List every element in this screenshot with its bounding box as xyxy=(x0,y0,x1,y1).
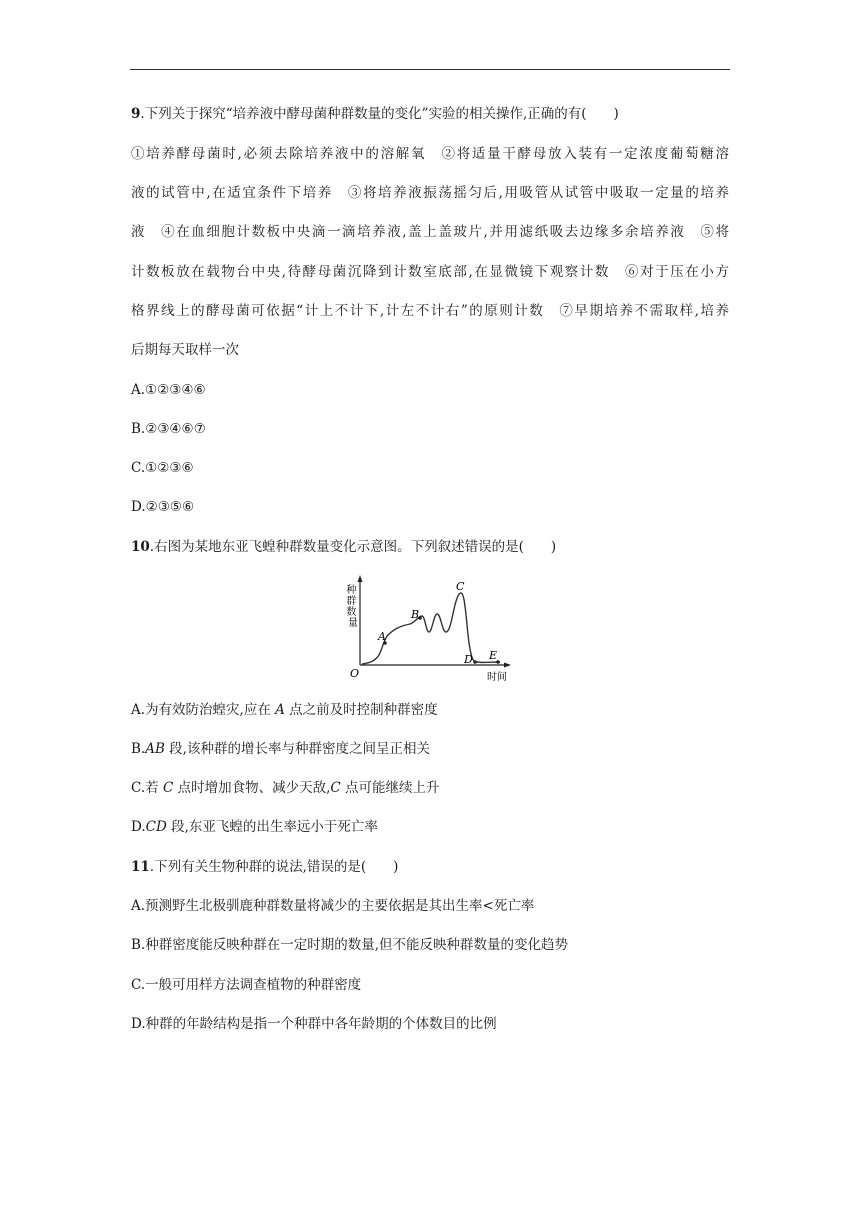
option-text: 段,东亚飞蝗的出生率远小于死亡率 xyxy=(166,819,378,835)
q9-option-a: A.①②③④⑥ xyxy=(131,382,206,398)
q9-body-line: 计数板放在载物台中央,待酵母菌沉降到计数室底部,在显微镜下观察计数 ⑥对于压在小方 xyxy=(131,264,729,280)
q11-stem-text: .下列有关生物种群的说法,错误的是( ) xyxy=(149,859,399,875)
option-italic: C xyxy=(330,780,341,796)
q11-option-a: A.预测野生北极驯鹿种群数量将减少的主要依据是其出生率<死亡率 xyxy=(131,898,535,914)
point-e-label: E xyxy=(489,649,498,662)
y-axis-arrow-icon xyxy=(358,575,363,582)
y-axis-label-char: 数 xyxy=(346,607,357,618)
q9-body-line: 液的试管中,在适宜条件下培养 ③将培养液振荡摇匀后,用吸管从试管中吸取一定量的培养 xyxy=(131,185,729,201)
population-curve xyxy=(362,593,500,664)
option-text: A.为有效防治蝗灾,应在 xyxy=(131,702,276,718)
option-text: 段,该种群的增长率与种群密度之间呈正相关 xyxy=(164,741,430,757)
q10-number: 10 xyxy=(131,539,150,555)
option-italic: CD xyxy=(145,819,167,835)
q9-body-line: ①培养酵母菌时,必须去除培养液中的溶解氧 ②将适量干酵母放入装有一定浓度葡萄糖溶 xyxy=(131,146,729,162)
option-text: 点之前及时控制种群密度 xyxy=(284,702,438,718)
q9-option-c: C.①②③⑥ xyxy=(131,460,194,476)
option-text: D. xyxy=(131,819,146,835)
population-curve-figure xyxy=(330,573,520,685)
q9-number: 9 xyxy=(131,106,141,122)
y-axis-label-char: 量 xyxy=(348,618,358,629)
q9-option-d: D.②③⑤⑥ xyxy=(131,499,195,515)
option-italic: C xyxy=(162,780,174,796)
y-axis-label-char: 群 xyxy=(346,596,357,607)
y-axis-label-char: 种 xyxy=(346,585,357,596)
q9-body-line: 格界线上的酵母菌可依据“计上不计下,计左不计右”的原则计数 ⑦早期培养不需取样,培养 xyxy=(131,303,729,319)
option-italic: A xyxy=(275,702,285,718)
q9-stem-text: .下列关于探究“培养液中酵母菌种群数量的变化”实验的相关操作,正确的有( ) xyxy=(140,106,619,122)
q11-number: 11 xyxy=(131,859,150,875)
header-rule xyxy=(130,69,730,70)
option-text: B. xyxy=(131,741,146,757)
x-axis-label: 时间 xyxy=(487,672,507,683)
x-axis-arrow-icon xyxy=(504,663,511,668)
y-axis-label xyxy=(346,583,359,629)
q10-option-d xyxy=(131,819,378,835)
q11-option-c: C.一般可用样方法调查植物的种群密度 xyxy=(131,977,362,993)
option-text: 点可能继续上升 xyxy=(340,780,440,796)
q11-option-b: B.种群密度能反映种群在一定时期的数量,但不能反映种群数量的变化趋势 xyxy=(131,937,569,953)
option-italic: AB xyxy=(145,741,165,757)
point-a-label: A xyxy=(378,630,386,643)
point-b-label: B xyxy=(411,608,420,621)
q9-option-b: B.②③④⑥⑦ xyxy=(131,421,206,437)
q10-option-a xyxy=(131,702,438,718)
q10-option-c xyxy=(131,780,440,796)
point-c-label: C xyxy=(456,580,465,593)
q11-stem xyxy=(131,859,398,875)
origin-label: O xyxy=(350,667,360,680)
point-d-label: D xyxy=(464,653,473,666)
q10-stem xyxy=(131,539,556,555)
q9-stem xyxy=(131,106,619,122)
option-text: 点时增加食物、减少天敌, xyxy=(173,780,331,796)
q9-body-line: 液 ④在血细胞计数板中央滴一滴培养液,盖上盖玻片,并用滤纸吸去边缘多余培养液 ⑤将 xyxy=(131,224,729,240)
q10-option-b xyxy=(131,741,430,757)
option-text: C.若 xyxy=(131,780,163,796)
q9-body-line: 后期每天取样一次 xyxy=(131,342,239,358)
q11-option-d: D.种群的年龄结构是指一个种群中各年龄期的个体数目的比例 xyxy=(131,1016,497,1032)
point-d-marker xyxy=(473,660,477,664)
q10-stem-text: .右图为某地东亚飞蝗种群数量变化示意图。下列叙述错误的是( ) xyxy=(149,539,557,555)
